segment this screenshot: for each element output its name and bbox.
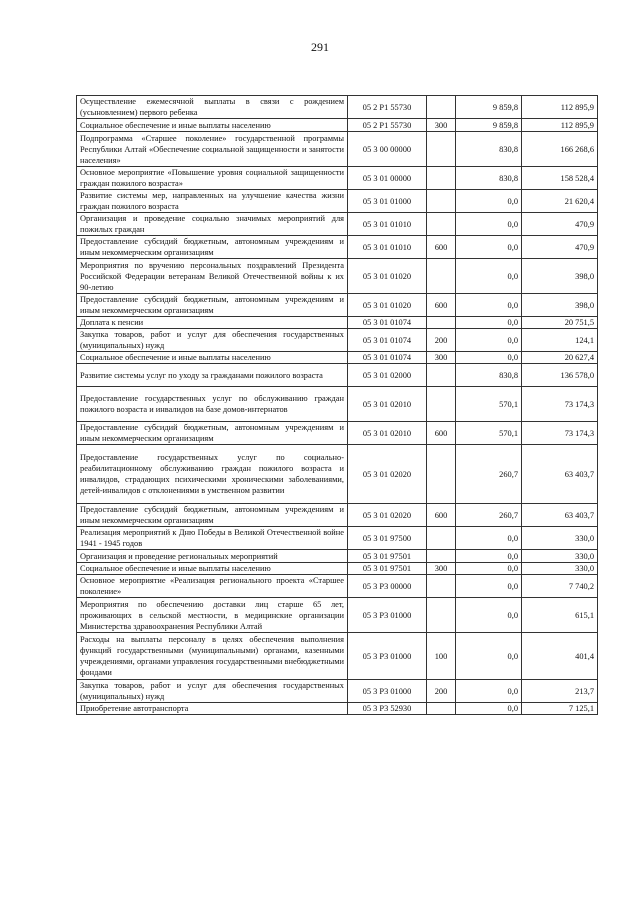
row-type bbox=[427, 364, 456, 387]
table-row bbox=[77, 190, 598, 213]
row-name: Социальное обеспечение и иные выплаты населению bbox=[77, 563, 348, 575]
row-value-1: 9 859,8 bbox=[456, 96, 522, 119]
row-code: 05 3 P3 52930 bbox=[348, 703, 427, 715]
row-type bbox=[427, 259, 456, 294]
row-name: Предоставление государственных услуг по обслуживанию граждан пожилого возраста и инвалидов на базе домов-интернатов bbox=[77, 387, 348, 422]
row-code: 05 3 01 01000 bbox=[348, 190, 427, 213]
row-value-1: 0,0 bbox=[456, 213, 522, 236]
row-type: 200 bbox=[427, 680, 456, 703]
row-code: 05 3 01 01074 bbox=[348, 317, 427, 329]
row-value-2: 330,0 bbox=[522, 563, 598, 575]
row-value-1: 0,0 bbox=[456, 352, 522, 364]
row-value-2: 73 174,3 bbox=[522, 387, 598, 422]
row-type bbox=[427, 213, 456, 236]
row-name: Предоставление субсидий бюджетным, автономным учреждениям и иным некоммерческим организациям bbox=[77, 236, 348, 259]
row-value-1: 0,0 bbox=[456, 550, 522, 563]
row-value-1: 830,8 bbox=[456, 132, 522, 167]
row-value-1: 0,0 bbox=[456, 680, 522, 703]
row-type bbox=[427, 96, 456, 119]
row-value-2: 158 528,4 bbox=[522, 167, 598, 190]
row-value-2: 20 627,4 bbox=[522, 352, 598, 364]
row-name: Мероприятия по обеспечению доставки лиц старше 65 лет, проживающих в сельской местности, в медицинские организации Министерства здравоохранения Республики Алтай bbox=[77, 598, 348, 633]
row-name: Расходы на выплаты персоналу в целях обеспечения выполнения функций государственными (муниципальными) органами, казенными учреждениями, органами управления государственными внебюджетными фондами bbox=[77, 633, 348, 680]
row-code: 05 3 01 02010 bbox=[348, 387, 427, 422]
row-type: 300 bbox=[427, 119, 456, 132]
row-value-1: 0,0 bbox=[456, 563, 522, 575]
row-value-1: 0,0 bbox=[456, 190, 522, 213]
table-row bbox=[77, 422, 598, 445]
row-code: 05 2 P1 55730 bbox=[348, 96, 427, 119]
row-value-1: 0,0 bbox=[456, 527, 522, 550]
row-type bbox=[427, 190, 456, 213]
row-value-1: 830,8 bbox=[456, 364, 522, 387]
row-type: 600 bbox=[427, 504, 456, 527]
row-code: 05 3 01 01010 bbox=[348, 236, 427, 259]
row-value-2: 124,1 bbox=[522, 329, 598, 352]
table-row bbox=[77, 96, 598, 119]
row-name: Организация и проведение региональных мероприятий bbox=[77, 550, 348, 563]
row-name: Мероприятия по вручению персональных поздравлений Президента Российской Федерации ветеранам Великой Отечественной войны к их 90-летию bbox=[77, 259, 348, 294]
row-name: Осуществление ежемесячной выплаты в связи с рождением (усыновлением) первого ребенка bbox=[77, 96, 348, 119]
table-row bbox=[77, 703, 598, 715]
row-code: 05 3 01 01020 bbox=[348, 294, 427, 317]
table-row bbox=[77, 364, 598, 387]
row-value-1: 260,7 bbox=[456, 504, 522, 527]
row-type bbox=[427, 527, 456, 550]
row-value-1: 0,0 bbox=[456, 329, 522, 352]
row-type bbox=[427, 550, 456, 563]
table-row bbox=[77, 132, 598, 167]
row-code: 05 3 P3 01000 bbox=[348, 680, 427, 703]
row-name: Доплата к пенсии bbox=[77, 317, 348, 329]
table-row bbox=[77, 527, 598, 550]
row-code: 05 3 01 01074 bbox=[348, 329, 427, 352]
row-code: 05 3 01 02000 bbox=[348, 364, 427, 387]
table-row bbox=[77, 213, 598, 236]
row-value-2: 7 740,2 bbox=[522, 575, 598, 598]
budget-table bbox=[76, 95, 598, 715]
row-code: 05 3 01 02020 bbox=[348, 504, 427, 527]
row-value-1: 0,0 bbox=[456, 259, 522, 294]
table-row bbox=[77, 563, 598, 575]
row-name: Предоставление субсидий бюджетным, автономным учреждениям и иным некоммерческим организациям bbox=[77, 294, 348, 317]
row-value-2: 112 895,9 bbox=[522, 119, 598, 132]
row-type: 600 bbox=[427, 294, 456, 317]
row-value-2: 112 895,9 bbox=[522, 96, 598, 119]
row-value-2: 398,0 bbox=[522, 294, 598, 317]
table-row bbox=[77, 504, 598, 527]
row-type bbox=[427, 598, 456, 633]
row-value-2: 20 751,5 bbox=[522, 317, 598, 329]
table-row bbox=[77, 329, 598, 352]
row-name: Предоставление субсидий бюджетным, автономным учреждениям и иным некоммерческим организациям bbox=[77, 504, 348, 527]
row-type: 200 bbox=[427, 329, 456, 352]
row-name: Закупка товаров, работ и услуг для обеспечения государственных (муниципальных) нужд bbox=[77, 329, 348, 352]
row-value-2: 470,9 bbox=[522, 236, 598, 259]
row-value-2: 330,0 bbox=[522, 550, 598, 563]
page-number: 291 bbox=[311, 40, 329, 54]
row-code: 05 3 P3 01000 bbox=[348, 598, 427, 633]
table-row bbox=[77, 236, 598, 259]
row-code: 05 3 01 01074 bbox=[348, 352, 427, 364]
row-value-2: 63 403,7 bbox=[522, 504, 598, 527]
row-name: Социальное обеспечение и иные выплаты населению bbox=[77, 352, 348, 364]
row-value-1: 0,0 bbox=[456, 598, 522, 633]
row-value-2: 73 174,3 bbox=[522, 422, 598, 445]
row-value-2: 63 403,7 bbox=[522, 445, 598, 504]
row-name: Основное мероприятие «Повышение уровня социальной защищенности граждан пожилого возраста» bbox=[77, 167, 348, 190]
row-value-1: 0,0 bbox=[456, 294, 522, 317]
row-type: 600 bbox=[427, 422, 456, 445]
row-value-1: 570,1 bbox=[456, 422, 522, 445]
row-value-2: 136 578,0 bbox=[522, 364, 598, 387]
row-name: Развитие системы услуг по уходу за гражданами пожилого возраста bbox=[77, 364, 348, 387]
row-type bbox=[427, 317, 456, 329]
row-value-2: 213,7 bbox=[522, 680, 598, 703]
row-value-2: 330,0 bbox=[522, 527, 598, 550]
row-code: 05 3 01 01020 bbox=[348, 259, 427, 294]
row-name: Организация и проведение социально значимых мероприятий для пожилых граждан bbox=[77, 213, 348, 236]
table-row bbox=[77, 550, 598, 563]
row-code: 05 3 01 00000 bbox=[348, 167, 427, 190]
row-type bbox=[427, 387, 456, 422]
table-row bbox=[77, 575, 598, 598]
row-type: 100 bbox=[427, 633, 456, 680]
row-value-1: 0,0 bbox=[456, 703, 522, 715]
row-code: 05 3 01 97501 bbox=[348, 563, 427, 575]
row-value-1: 570,1 bbox=[456, 387, 522, 422]
row-value-2: 7 125,1 bbox=[522, 703, 598, 715]
row-type bbox=[427, 703, 456, 715]
table-row bbox=[77, 387, 598, 422]
row-code: 05 3 01 97500 bbox=[348, 527, 427, 550]
row-value-2: 615,1 bbox=[522, 598, 598, 633]
table-row bbox=[77, 119, 598, 132]
row-code: 05 3 01 02010 bbox=[348, 422, 427, 445]
row-type: 300 bbox=[427, 563, 456, 575]
row-name: Основное мероприятие «Реализация регионального проекта «Старшее поколение» bbox=[77, 575, 348, 598]
table-row bbox=[77, 259, 598, 294]
row-value-1: 0,0 bbox=[456, 633, 522, 680]
table-row bbox=[77, 167, 598, 190]
row-value-1: 830,8 bbox=[456, 167, 522, 190]
row-code: 05 2 P1 55730 bbox=[348, 119, 427, 132]
row-name: Реализация мероприятий к Дню Победы в Великой Отечественной войне 1941 - 1945 годов bbox=[77, 527, 348, 550]
row-name: Закупка товаров, работ и услуг для обеспечения государственных (муниципальных) нужд bbox=[77, 680, 348, 703]
table-row bbox=[77, 317, 598, 329]
row-value-2: 401,4 bbox=[522, 633, 598, 680]
row-code: 05 3 01 01010 bbox=[348, 213, 427, 236]
row-type bbox=[427, 132, 456, 167]
row-type bbox=[427, 445, 456, 504]
row-name: Социальное обеспечение и иные выплаты населению bbox=[77, 119, 348, 132]
row-value-1: 9 859,8 bbox=[456, 119, 522, 132]
row-type bbox=[427, 167, 456, 190]
table-row bbox=[77, 598, 598, 633]
row-code: 05 3 01 97501 bbox=[348, 550, 427, 563]
row-type: 300 bbox=[427, 352, 456, 364]
row-value-1: 0,0 bbox=[456, 236, 522, 259]
row-name: Подпрограмма «Старшее поколение» государственной программы Республики Алтай «Обеспечение социальной защищенности и занятости населения» bbox=[77, 132, 348, 167]
row-type bbox=[427, 575, 456, 598]
table-row bbox=[77, 633, 598, 680]
row-type: 600 bbox=[427, 236, 456, 259]
table-row bbox=[77, 352, 598, 364]
table-row bbox=[77, 445, 598, 504]
row-code: 05 3 P3 01000 bbox=[348, 633, 427, 680]
row-name: Приобретение автотранспорта bbox=[77, 703, 348, 715]
row-value-1: 0,0 bbox=[456, 317, 522, 329]
row-value-1: 260,7 bbox=[456, 445, 522, 504]
table-row bbox=[77, 680, 598, 703]
row-code: 05 3 P3 00000 bbox=[348, 575, 427, 598]
row-value-2: 470,9 bbox=[522, 213, 598, 236]
table-row bbox=[77, 294, 598, 317]
row-value-1: 0,0 bbox=[456, 575, 522, 598]
row-name: Предоставление субсидий бюджетным, автономным учреждениям и иным некоммерческим организациям bbox=[77, 422, 348, 445]
row-code: 05 3 01 02020 bbox=[348, 445, 427, 504]
row-name: Предоставление государственных услуг по социально-реабилитационному обслуживанию граждан пожилого возраста и инвалидов, страдающих психическими хроническими заболеваниями, детей-инвалидов с отклонениями в умственном развитии bbox=[77, 445, 348, 504]
row-code: 05 3 00 00000 bbox=[348, 132, 427, 167]
row-value-2: 398,0 bbox=[522, 259, 598, 294]
row-value-2: 166 268,6 bbox=[522, 132, 598, 167]
row-name: Развитие системы мер, направленных на улучшение качества жизни граждан пожилого возраста bbox=[77, 190, 348, 213]
row-value-2: 21 620,4 bbox=[522, 190, 598, 213]
